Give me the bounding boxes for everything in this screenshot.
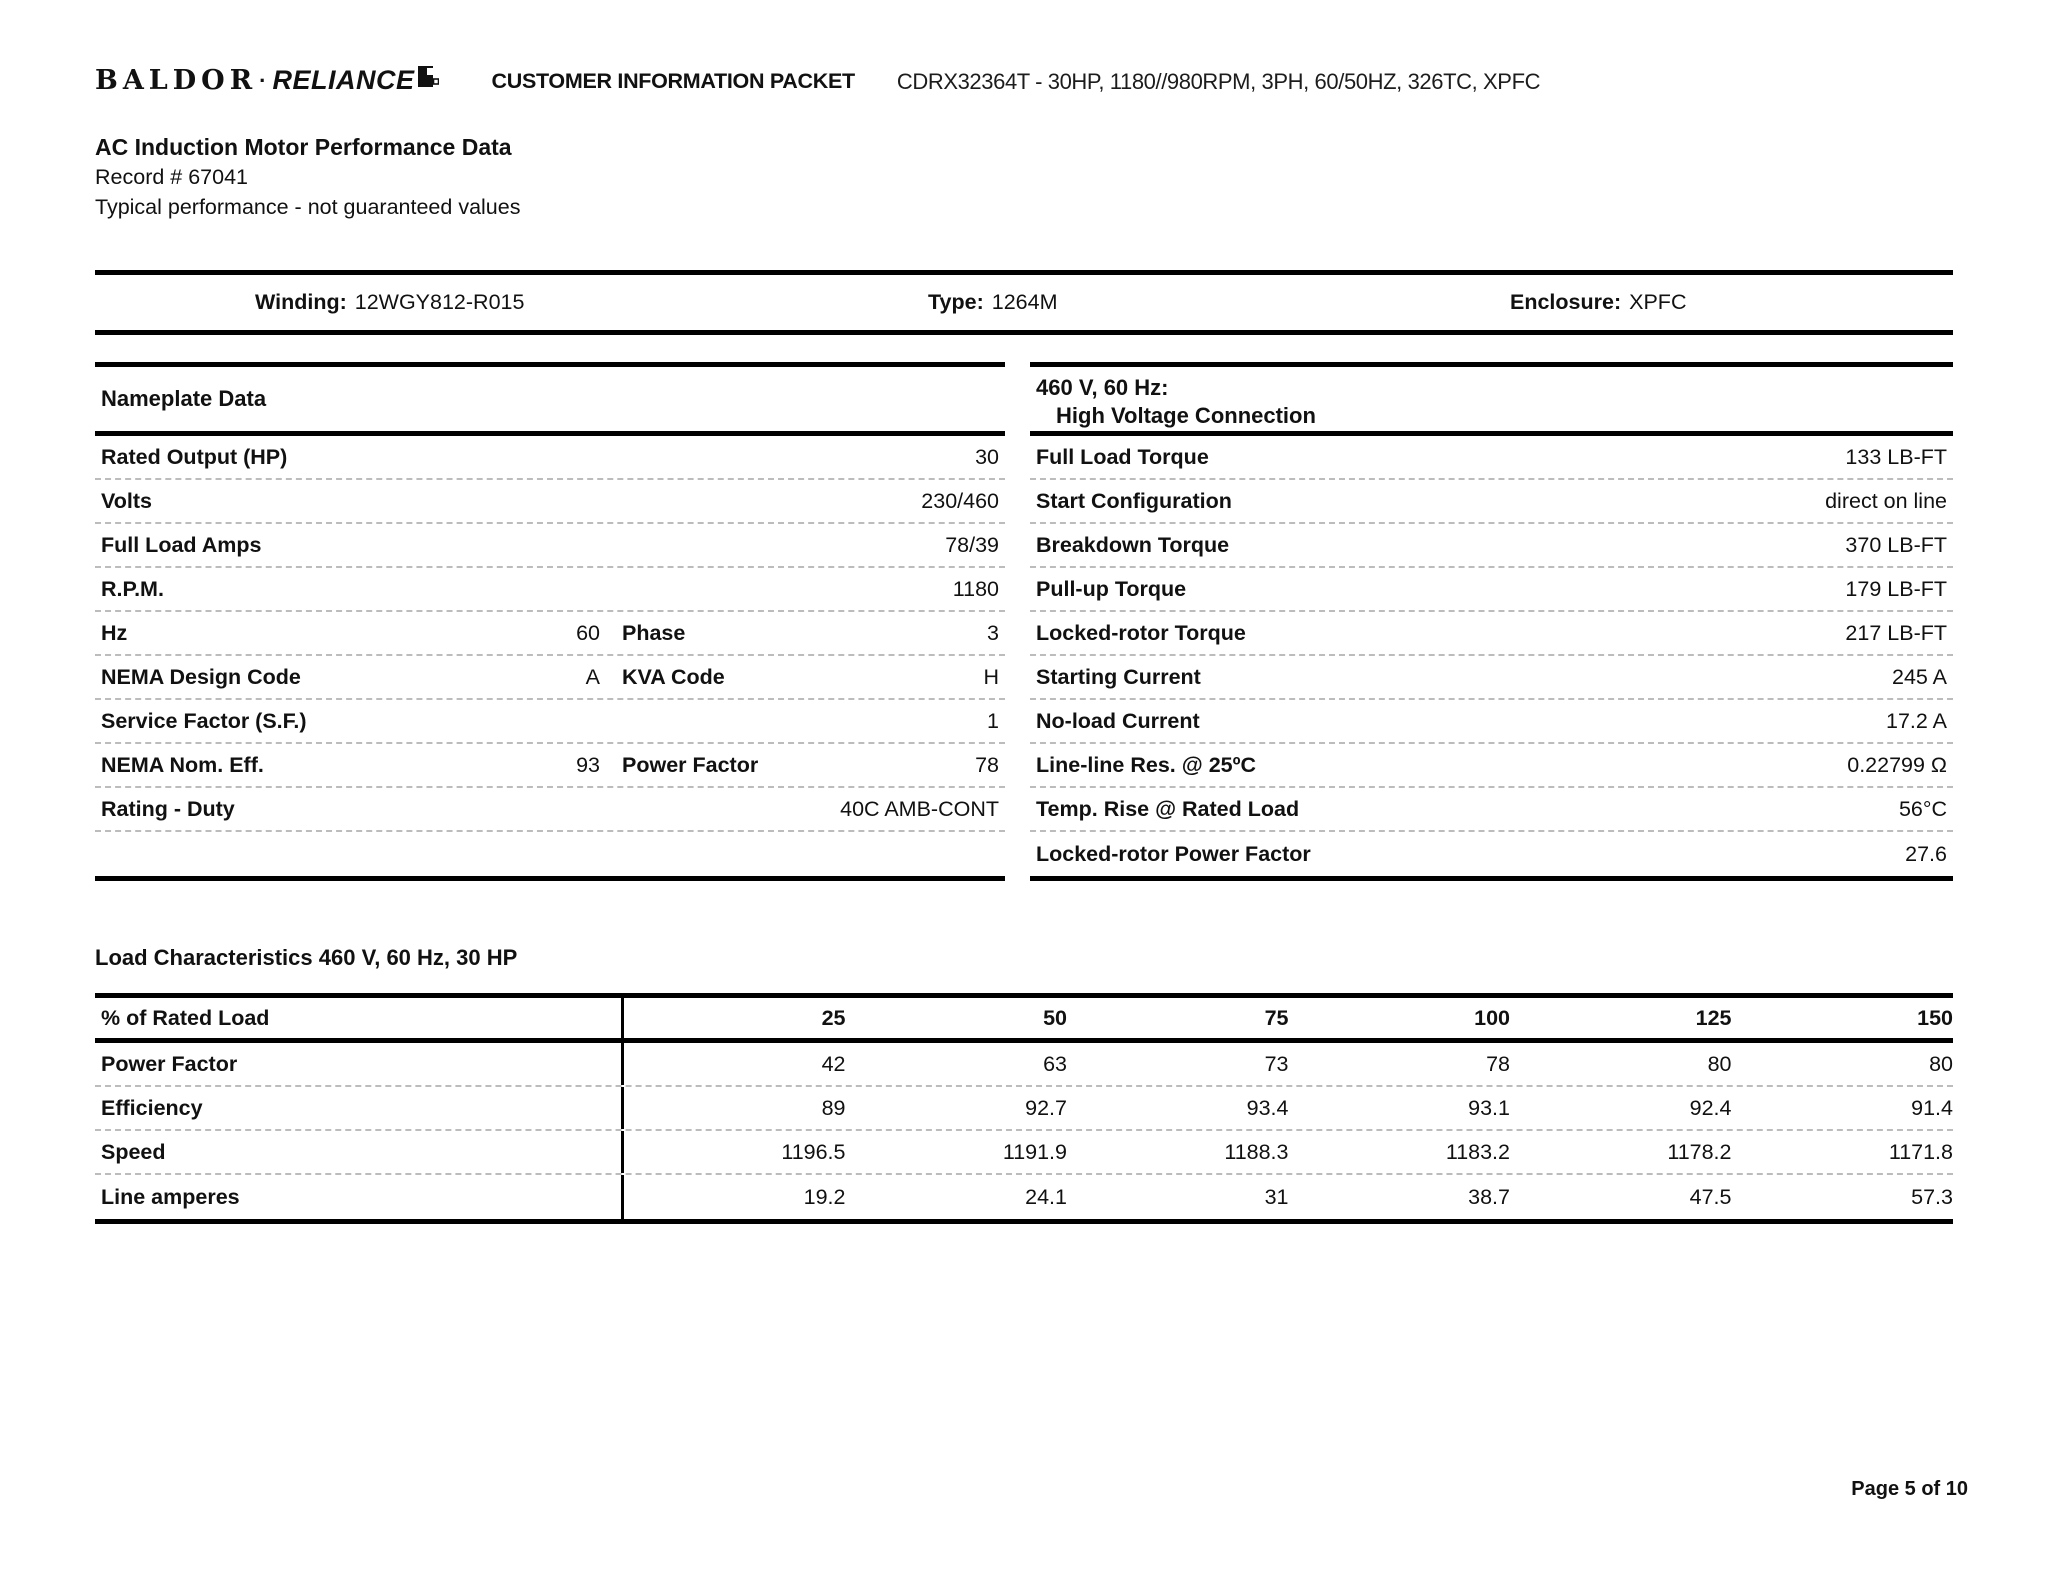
row-label: Volts [101,488,152,513]
performance-note: Typical performance - not guaranteed values [95,195,521,219]
cell-value: 63 [1043,1051,1067,1076]
table-row [1030,656,1953,700]
cell-value: 92.4 [1689,1095,1732,1120]
row-label: Line amperes [95,1175,624,1219]
column-header: 25 [821,1005,846,1030]
row-label: Pull-up Torque [1036,576,1187,601]
row-label: Locked-rotor Power Factor [1036,841,1311,866]
column-header: 125 [1695,1005,1732,1030]
table-row [95,1175,1953,1219]
row-value: 93 [576,752,600,777]
load-characteristics-table [95,993,1953,1224]
table-row [1030,700,1953,744]
column-header: 75 [1264,1005,1289,1030]
row-label: Rating - Duty [101,796,235,821]
row-value: 40C AMB-CONT [840,796,999,821]
cell-value: 80 [1707,1051,1732,1076]
brand-separator-dot: · [259,68,267,93]
load-table-header-row [95,998,1953,1043]
table-row [95,788,1005,832]
doc-type-label: CUSTOMER INFORMATION PACKET [491,69,855,94]
nameplate-table [95,362,1005,881]
cell-value: 93.4 [1246,1095,1289,1120]
cell-value: 47.5 [1689,1184,1732,1209]
cell-value: 92.7 [1025,1095,1067,1120]
column-header: 50 [1043,1005,1067,1030]
row-label: NEMA Design Code [101,664,301,689]
cell-value: 93.1 [1468,1095,1510,1120]
row-value-2: 78 [975,752,999,777]
cell-value: 80 [1929,1051,1953,1076]
cell-value: 78 [1486,1051,1510,1076]
cell-value: 73 [1264,1051,1289,1076]
row-value: 60 [576,620,600,645]
table-row [95,612,1005,656]
row-label: R.P.M. [101,576,164,601]
row-value: 17.2 A [1886,708,1947,733]
row-value: 0.22799 Ω [1847,752,1947,777]
table-row [1030,744,1953,788]
table-row [1030,436,1953,480]
row-label: Starting Current [1036,664,1201,689]
row-label-2: Power Factor [622,752,759,777]
row-value: 217 LB-FT [1845,620,1947,645]
baldor-flag-icon [418,66,439,93]
row-value: 230/460 [921,488,999,513]
high-voltage-table [1030,362,1953,881]
record-number: Record # 67041 [95,165,248,189]
row-label: Locked-rotor Torque [1036,620,1246,645]
row-value: 30 [975,444,999,469]
enclosure-label: Enclosure: [1510,290,1622,314]
row-label: Start Configuration [1036,488,1232,513]
hv-heading-line2: High Voltage Connection [1056,403,1316,428]
column-header: 100 [1474,1005,1510,1030]
title-block [95,132,1953,222]
row-value: 78/39 [945,532,999,557]
row-label: Breakdown Torque [1036,532,1230,557]
row-value: 370 LB-FT [1845,532,1947,557]
row-value: A [585,664,600,689]
row-label: Rated Output (HP) [101,444,288,469]
table-row [95,1087,1953,1131]
row-label-2: KVA Code [622,664,725,689]
row-value: 133 LB-FT [1845,444,1947,469]
row-value: 179 LB-FT [1845,576,1947,601]
cell-value: 91.4 [1911,1095,1953,1120]
cell-value: 1183.2 [1445,1139,1510,1164]
type-field [928,275,1058,330]
cell-value: 1191.9 [1002,1139,1067,1164]
cell-value: 1188.3 [1224,1139,1289,1164]
enclosure-field [1510,275,1686,330]
row-label: Speed [95,1131,624,1173]
table-row [1030,524,1953,568]
row-label: Temp. Rise @ Rated Load [1036,796,1300,821]
table-row [95,700,1005,744]
type-value: 1264M [991,290,1058,314]
brand-baldor: BALDOR [95,65,258,96]
type-label: Type: [928,290,984,314]
row-value: direct on line [1825,488,1947,513]
winding-label: Winding: [255,290,347,314]
row-value: 1 [987,708,999,733]
load-characteristics-heading: Load Characteristics 460 V, 60 Hz, 30 HP [95,945,518,970]
winding-bar [95,270,1953,335]
row-label: Service Factor (S.F.) [101,708,307,733]
row-label: Hz [101,620,128,645]
nameplate-heading: Nameplate Data [95,367,1005,436]
row-label: Line-line Res. @ 25ºC [1036,752,1256,777]
table-row [95,656,1005,700]
row-label-2: Phase [622,620,686,645]
high-voltage-heading [1030,367,1953,436]
table-row [95,524,1005,568]
table-row [95,436,1005,480]
row-label: Full Load Torque [1036,444,1209,469]
table-row [95,1131,1953,1175]
table-row [95,480,1005,524]
cell-value: 1196.5 [781,1139,846,1164]
cell-value: 57.3 [1911,1184,1953,1209]
column-header: % of Rated Load [95,998,624,1038]
cell-value: 24.1 [1025,1184,1067,1209]
winding-field [255,275,524,330]
winding-value: 12WGY812-R015 [354,290,525,314]
baldor-reliance-logo [95,66,439,94]
cell-value: 89 [821,1095,846,1120]
table-row [95,744,1005,788]
table-row [1030,832,1953,876]
table-row [95,568,1005,612]
row-label: Power Factor [95,1043,624,1085]
row-value-2: H [983,664,999,689]
row-label: NEMA Nom. Eff. [101,752,264,777]
table-row [1030,612,1953,656]
cell-value: 1178.2 [1667,1139,1732,1164]
row-value: 245 A [1892,664,1947,689]
cell-value: 38.7 [1468,1184,1510,1209]
page-title: AC Induction Motor Performance Data [95,134,512,160]
row-label: No-load Current [1036,708,1200,733]
table-row [1030,568,1953,612]
brand-reliance: RELIANCE [272,65,415,95]
table-row [1030,788,1953,832]
cell-value: 31 [1264,1184,1289,1209]
row-value: 27.6 [1905,841,1947,866]
page-header [95,62,1953,94]
column-header: 150 [1917,1005,1953,1030]
cell-value: 42 [821,1051,846,1076]
table-row [95,1043,1953,1087]
row-label: Full Load Amps [101,532,262,557]
data-tables [95,362,1953,881]
row-value: 56°C [1898,796,1947,821]
enclosure-value: XPFC [1629,290,1687,314]
cell-value: 1171.8 [1888,1139,1953,1164]
row-value: 1180 [952,576,999,601]
row-label: Efficiency [95,1087,624,1129]
table-spacer [95,832,1005,871]
table-row [1030,480,1953,524]
hv-heading-line1: 460 V, 60 Hz: [1036,375,1169,400]
row-value-2: 3 [987,620,999,645]
cell-value: 19.2 [803,1184,846,1209]
page-number: Page 5 of 10 [1851,1478,1968,1500]
product-code: CDRX32364T - 30HP, 1180//980RPM, 3PH, 60/50HZ, 326TC, XPFC [896,68,1541,94]
